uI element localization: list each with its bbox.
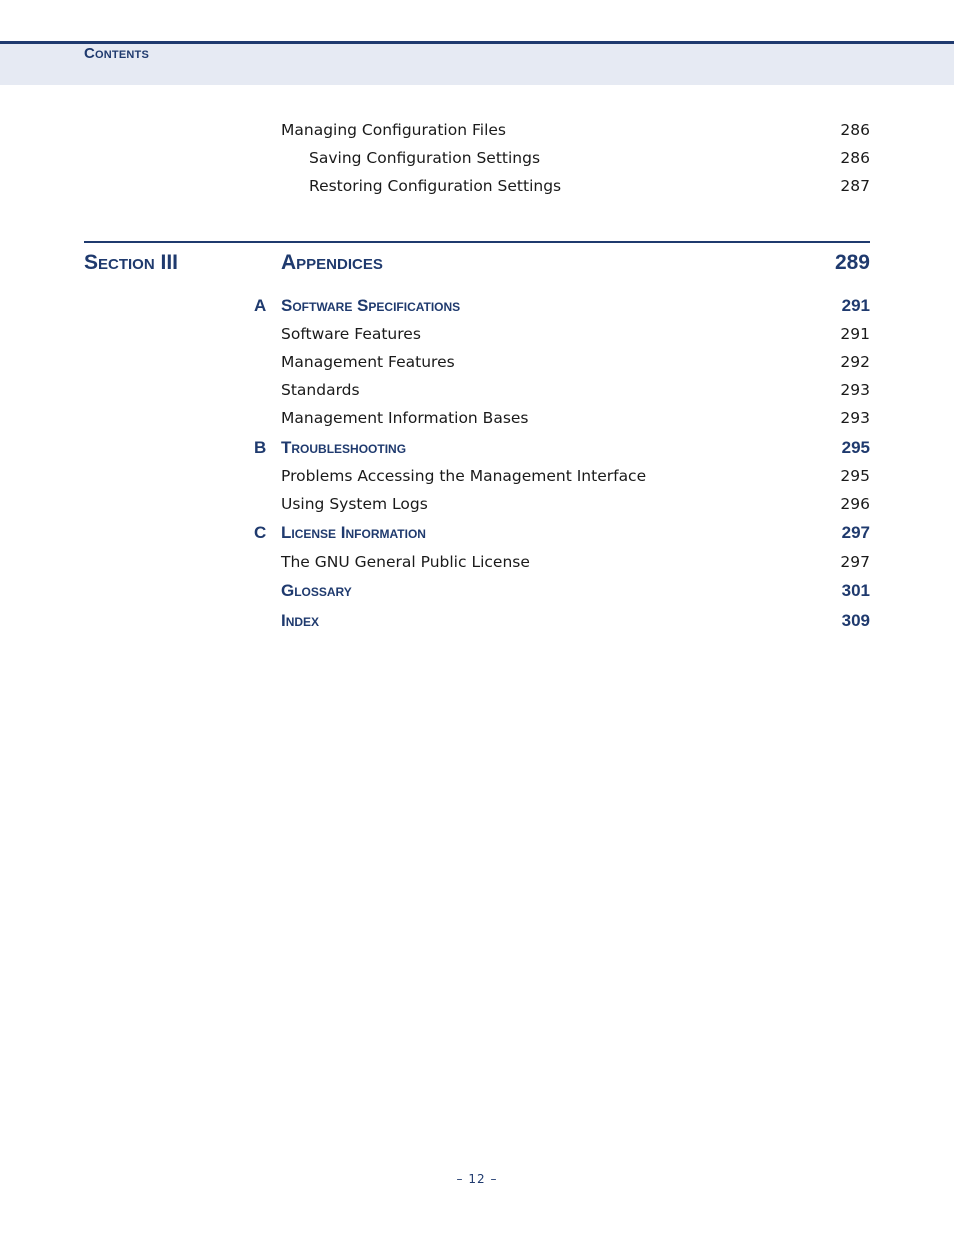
toc-chapter-a[interactable] (0, 294, 954, 318)
chapter-page: 297 (841, 523, 870, 542)
toc-entry[interactable] (0, 350, 954, 374)
toc-chapter-c[interactable] (0, 521, 954, 545)
toc-entry-label: Restoring Configuration Settings (309, 177, 562, 195)
chapter-page: 291 (841, 296, 870, 315)
chapter-letter: C (254, 523, 267, 542)
section-divider (84, 241, 870, 243)
toc-entry[interactable] (0, 406, 954, 430)
toc-entry-label: Managing Configuration Files (281, 121, 506, 139)
toc-entry-page: 296 (840, 495, 870, 513)
toc-entry-label: Saving Configuration Settings (309, 149, 541, 167)
toc-entry[interactable] (0, 118, 954, 142)
toc-entry-label: Standards (281, 381, 360, 399)
section-heading[interactable] (0, 249, 954, 277)
toc-entry-label: The GNU General Public License (281, 553, 530, 571)
toc-entry-page: 287 (840, 177, 870, 195)
toc-entry-page: 292 (840, 353, 870, 371)
toc-entry-page: 293 (840, 381, 870, 399)
page-number: – 12 – (456, 1172, 498, 1186)
toc-entry[interactable] (0, 464, 954, 488)
chapter-title: Software Specifications (281, 296, 461, 315)
toc-entry[interactable] (0, 322, 954, 346)
toc-entry-label: Problems Accessing the Management Interface (281, 467, 647, 485)
toc-entry[interactable] (0, 492, 954, 516)
section-label: Section III (84, 251, 179, 274)
toc-entry-page: 293 (840, 409, 870, 427)
toc-entry[interactable] (0, 378, 954, 402)
toc-entry-label: Management Information Bases (281, 409, 529, 427)
running-header: Contents (84, 45, 149, 62)
section-title: Appendices (281, 251, 383, 274)
toc-entry-page: 295 (840, 467, 870, 485)
chapter-page: 295 (841, 438, 870, 457)
toc-entry[interactable] (0, 174, 954, 198)
toc-index[interactable] (0, 609, 954, 633)
chapter-title: License Information (281, 523, 426, 542)
chapter-page: 301 (841, 581, 870, 600)
section-page: 289 (834, 251, 870, 274)
toc-entry-page: 286 (840, 149, 870, 167)
toc-entry-page: 297 (840, 553, 870, 571)
chapter-page: 309 (841, 611, 870, 630)
toc-entry[interactable] (0, 550, 954, 574)
chapter-letter: A (254, 296, 267, 315)
toc-entry[interactable] (0, 146, 954, 170)
toc-glossary[interactable] (0, 579, 954, 603)
toc-entry-page: 291 (840, 325, 870, 343)
toc-entry-label: Management Features (281, 353, 455, 371)
chapter-title: Glossary (281, 581, 352, 600)
chapter-title: Index (281, 611, 320, 630)
chapter-letter: B (254, 438, 267, 457)
toc-entry-label: Software Features (281, 325, 421, 343)
toc-entry-label: Using System Logs (281, 495, 428, 513)
toc-entry-page: 286 (840, 121, 870, 139)
toc-chapter-b[interactable] (0, 436, 954, 460)
chapter-title: Troubleshooting (281, 438, 407, 457)
